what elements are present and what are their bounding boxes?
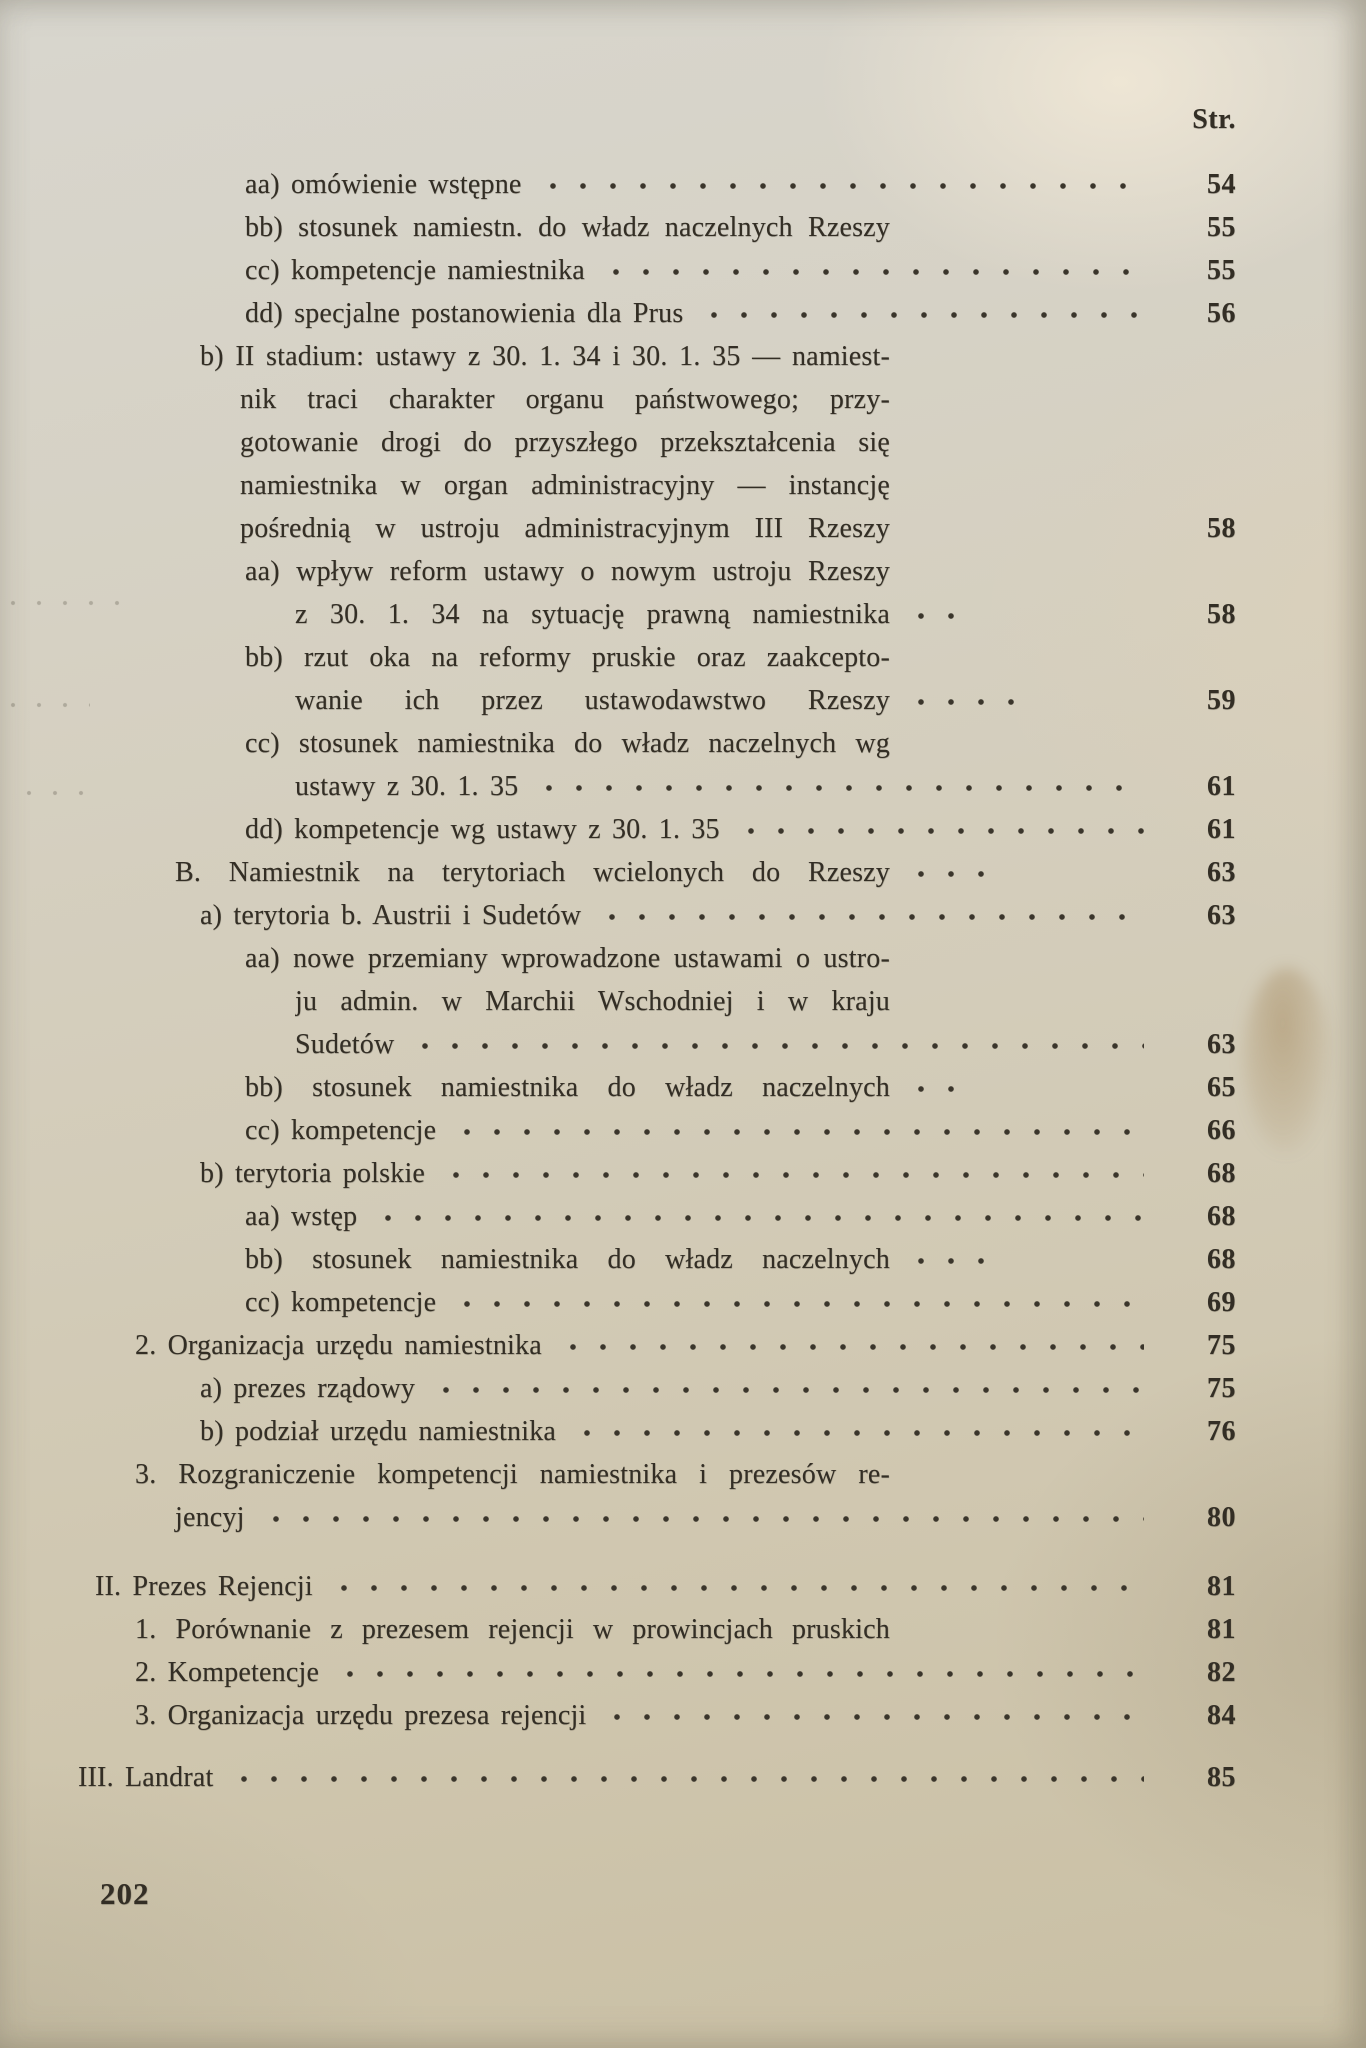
toc-entry-label: cc) bbox=[245, 1114, 280, 1146]
toc-entry-title: kompetencje wg ustawy z 30. 1. 35 bbox=[294, 813, 720, 845]
dot-leader bbox=[530, 765, 1144, 808]
toc-entry-title: stosunek namiestnika do władz naczelnych wg bbox=[298, 728, 890, 759]
toc-entry-text bbox=[175, 1502, 245, 1534]
toc-row bbox=[200, 1152, 1236, 1195]
toc-entry-label: aa) bbox=[245, 556, 280, 587]
toc-row bbox=[245, 1195, 1236, 1238]
toc-entry-text bbox=[245, 722, 890, 765]
toc-page-number: 61 bbox=[1207, 770, 1236, 802]
dot-leader bbox=[902, 1238, 992, 1281]
toc-entry-title: II stadium: ustawy z 30. 1. 34 i 30. 1. 35 — namiest- bbox=[235, 341, 890, 372]
toc-page-number: 54 bbox=[1207, 168, 1236, 200]
toc-entry-label: aa) bbox=[245, 168, 280, 200]
dot-leader bbox=[534, 163, 1144, 206]
toc-row bbox=[135, 1453, 1236, 1496]
toc-rows bbox=[0, 163, 1236, 1799]
toc-page-number: 63 bbox=[1207, 1028, 1236, 1060]
section-gap bbox=[0, 1737, 1236, 1756]
toc-row bbox=[135, 1651, 1236, 1694]
toc-page-number: 63 bbox=[1207, 899, 1236, 931]
toc-page-number: 68 bbox=[1207, 1200, 1236, 1232]
toc-entry-label: bb) bbox=[245, 1244, 283, 1275]
toc-row bbox=[175, 1496, 1236, 1539]
toc-row bbox=[240, 378, 1236, 421]
toc-page-number: 58 bbox=[1207, 512, 1236, 544]
toc-entry-title: Namiestnik na terytoriach wcielonych do Rzeszy bbox=[228, 857, 890, 888]
toc-entry-title: jencyj bbox=[175, 1501, 245, 1533]
toc-entry-title: kompetencje bbox=[290, 1286, 437, 1318]
toc-entry-text bbox=[240, 378, 890, 421]
toc-page-number: 85 bbox=[1207, 1761, 1236, 1793]
toc-entry-label: 3. bbox=[135, 1699, 157, 1731]
dot-leader bbox=[598, 1694, 1144, 1737]
toc-entry-text bbox=[245, 169, 522, 201]
toc-row bbox=[245, 636, 1236, 679]
toc-page-number: 75 bbox=[1207, 1329, 1236, 1361]
toc-entry-text bbox=[200, 335, 890, 378]
toc-entry-title: wanie ich przez ustawodawstwo Rzeszy bbox=[295, 685, 890, 716]
toc-entry-label: bb) bbox=[245, 212, 283, 243]
toc-row bbox=[245, 1109, 1236, 1152]
toc-entry-title: kompetencje namiestnika bbox=[290, 254, 585, 286]
toc-entry-text bbox=[200, 1373, 415, 1405]
toc-entry-text bbox=[245, 298, 683, 330]
toc-entry-label: B. bbox=[175, 857, 202, 888]
toc-entry-text bbox=[245, 255, 585, 287]
toc-entry-label: b) bbox=[200, 1415, 224, 1447]
toc-entry-label: bb) bbox=[245, 642, 283, 673]
dot-leader bbox=[902, 593, 962, 636]
toc-entry-title: pośrednią w ustroju administracyjnym III Rzeszy bbox=[240, 513, 890, 544]
toc-entry-title: Sudetów bbox=[295, 1028, 395, 1060]
toc-entry-title: wstęp bbox=[290, 1200, 358, 1232]
toc-entry-label: 3. bbox=[135, 1459, 157, 1490]
toc-page-number: 55 bbox=[1207, 254, 1236, 286]
toc-page-number: 81 bbox=[1207, 1570, 1236, 1602]
toc-entry-label: b) bbox=[200, 341, 224, 372]
toc-entry-label: III. bbox=[78, 1761, 114, 1793]
toc-entry-label: cc) bbox=[245, 254, 280, 286]
toc-entry-text bbox=[240, 507, 890, 550]
toc-entry-text bbox=[295, 980, 890, 1023]
toc-row bbox=[200, 894, 1236, 937]
dot-leader bbox=[225, 1756, 1144, 1799]
toc-row bbox=[135, 1324, 1236, 1367]
toc-row bbox=[295, 593, 1236, 636]
toc-entry-text bbox=[175, 851, 890, 894]
toc-page-number: 63 bbox=[1207, 856, 1236, 888]
toc-row bbox=[245, 937, 1236, 980]
toc-entry-text bbox=[135, 1608, 890, 1651]
toc-page-number: 58 bbox=[1207, 598, 1236, 630]
toc-row bbox=[200, 1367, 1236, 1410]
toc-row bbox=[295, 1023, 1236, 1066]
toc-entry-label: cc) bbox=[245, 728, 280, 759]
dot-leader bbox=[593, 894, 1144, 937]
page-column-header: Str. bbox=[1192, 103, 1236, 135]
toc-entry-title: omówienie wstępne bbox=[290, 168, 522, 200]
toc-row bbox=[245, 206, 1236, 249]
toc-row bbox=[135, 1608, 1236, 1651]
toc-row bbox=[245, 550, 1236, 593]
dot-leader bbox=[406, 1023, 1144, 1066]
toc-entry-label: aa) bbox=[245, 943, 280, 974]
toc-page-number: 59 bbox=[1207, 684, 1236, 716]
toc-entry-title: nowe przemiany wprowadzone ustawami o ustro- bbox=[293, 943, 890, 974]
toc-entry-title: kompetencje bbox=[290, 1114, 437, 1146]
toc-entry-text bbox=[135, 1453, 890, 1496]
toc-entry-text bbox=[95, 1571, 313, 1603]
toc-entry-title: gotowanie drogi do przyszłego przekształcenia się bbox=[240, 427, 890, 458]
toc-entry-text bbox=[200, 900, 581, 932]
toc-page-number: 82 bbox=[1207, 1656, 1236, 1688]
toc-row bbox=[295, 980, 1236, 1023]
toc-row bbox=[200, 335, 1236, 378]
toc-page-number: 76 bbox=[1207, 1415, 1236, 1447]
toc-entry-title: terytoria polskie bbox=[234, 1157, 426, 1189]
toc-page-number: 56 bbox=[1207, 297, 1236, 329]
toc-entry-label: bb) bbox=[245, 1072, 283, 1103]
dot-leader bbox=[257, 1496, 1144, 1539]
dot-leader bbox=[902, 1066, 962, 1109]
toc-entry-title: terytoria b. Austrii i Sudetów bbox=[233, 899, 582, 931]
toc-row bbox=[245, 163, 1236, 206]
toc-row bbox=[135, 1694, 1236, 1737]
toc-entry-title: z 30. 1. 34 na sytuację prawną namiestnika bbox=[295, 599, 890, 630]
toc-entry-label: II. bbox=[95, 1570, 122, 1602]
dot-leader bbox=[597, 249, 1144, 292]
toc-page-number: 55 bbox=[1207, 211, 1236, 243]
dot-leader bbox=[331, 1651, 1144, 1694]
toc-row bbox=[245, 292, 1236, 335]
toc-page-number: 61 bbox=[1207, 813, 1236, 845]
toc-entry-title: Landrat bbox=[124, 1761, 214, 1793]
toc-row bbox=[245, 1066, 1236, 1109]
column-header-row bbox=[0, 98, 1236, 141]
toc-content bbox=[0, 98, 1366, 1799]
toc-entry-title: Organizacja urzędu namiestnika bbox=[167, 1329, 542, 1361]
toc-entry-title: Porównanie z prezesem rejencji w prowincjach pruskich bbox=[175, 1614, 890, 1645]
toc-entry-title: specjalne postanowienia dla Prus bbox=[294, 297, 684, 329]
toc-row bbox=[295, 679, 1236, 722]
toc-row bbox=[295, 765, 1236, 808]
toc-entry-text bbox=[135, 1330, 542, 1362]
toc-entry-text bbox=[245, 1115, 436, 1147]
toc-entry-title: prezes rządowy bbox=[233, 1372, 416, 1404]
toc-row bbox=[200, 1410, 1236, 1453]
toc-entry-title: stosunek namiestnika do władz naczelnych bbox=[312, 1244, 890, 1275]
toc-page-number: 66 bbox=[1207, 1114, 1236, 1146]
toc-entry-title: wpływ reform ustawy o nowym ustroju Rzeszy bbox=[296, 556, 890, 587]
toc-entry-title: podział urzędu namiestnika bbox=[234, 1415, 557, 1447]
toc-entry-label: cc) bbox=[245, 1286, 280, 1318]
toc-entry-title: Rozgraniczenie kompetencji namiestnika i prezesów re- bbox=[178, 1459, 890, 1490]
toc-entry-label: dd) bbox=[245, 297, 283, 329]
dot-leader bbox=[554, 1324, 1144, 1367]
toc-row bbox=[175, 851, 1236, 894]
toc-row bbox=[240, 507, 1236, 550]
toc-entry-title: Kompetencje bbox=[167, 1656, 320, 1688]
dot-leader bbox=[448, 1109, 1144, 1152]
dot-leader bbox=[568, 1410, 1144, 1453]
toc-entry-text bbox=[240, 464, 890, 507]
toc-entry-text bbox=[240, 421, 890, 464]
toc-entry-text bbox=[245, 206, 890, 249]
dot-leader bbox=[732, 808, 1144, 851]
toc-row bbox=[245, 1281, 1236, 1324]
toc-entry-label: 2. bbox=[135, 1656, 157, 1688]
toc-entry-title: nik traci charakter organu państwowego; przy- bbox=[240, 384, 890, 415]
toc-entry-title: namiestnika w organ administracyjny — instancję bbox=[240, 470, 890, 501]
toc-page-number: 81 bbox=[1207, 1613, 1236, 1645]
toc-row bbox=[245, 249, 1236, 292]
toc-row bbox=[240, 464, 1236, 507]
dot-leader bbox=[369, 1195, 1144, 1238]
toc-row bbox=[240, 421, 1236, 464]
toc-entry-text bbox=[200, 1416, 556, 1448]
toc-entry-text bbox=[295, 593, 890, 636]
toc-entry-text bbox=[245, 636, 890, 679]
toc-entry-text bbox=[135, 1657, 319, 1689]
toc-entry-text bbox=[135, 1700, 586, 1732]
toc-entry-title: Organizacja urzędu prezesa rejencji bbox=[167, 1699, 587, 1731]
toc-entry-text bbox=[245, 1201, 357, 1233]
dot-leader bbox=[427, 1367, 1144, 1410]
toc-entry-title: Prezes Rejencji bbox=[132, 1570, 313, 1602]
toc-entry-label: a) bbox=[200, 1372, 223, 1404]
dot-leader bbox=[448, 1281, 1144, 1324]
dot-leader bbox=[325, 1565, 1144, 1608]
toc-entry-text bbox=[295, 771, 518, 803]
dot-leader bbox=[695, 292, 1144, 335]
toc-page-number: 75 bbox=[1207, 1372, 1236, 1404]
dot-leader bbox=[437, 1152, 1144, 1195]
toc-row bbox=[245, 1238, 1236, 1281]
toc-page-number: 69 bbox=[1207, 1286, 1236, 1318]
toc-row bbox=[245, 722, 1236, 765]
toc-entry-text bbox=[245, 550, 890, 593]
toc-page-number: 84 bbox=[1207, 1699, 1236, 1731]
toc-entry-text bbox=[245, 814, 720, 846]
toc-entry-label: 1. bbox=[135, 1614, 157, 1645]
toc-entry-text bbox=[295, 679, 890, 722]
dot-leader bbox=[902, 679, 1022, 722]
toc-entry-title: ustawy z 30. 1. 35 bbox=[295, 770, 519, 802]
toc-entry-label: 2. bbox=[135, 1329, 157, 1361]
toc-entry-text bbox=[245, 1287, 436, 1319]
toc-row bbox=[245, 808, 1236, 851]
toc-row bbox=[78, 1756, 1236, 1799]
toc-entry-text bbox=[295, 1029, 394, 1061]
toc-page-number: 65 bbox=[1207, 1071, 1236, 1103]
toc-entry-label: aa) bbox=[245, 1200, 280, 1232]
toc-entry-label: a) bbox=[200, 899, 223, 931]
toc-entry-text bbox=[78, 1762, 213, 1794]
toc-entry-text bbox=[245, 1066, 890, 1109]
dot-leader bbox=[902, 851, 992, 894]
page-number-footer: 202 bbox=[100, 1876, 150, 1911]
toc-entry-text bbox=[245, 1238, 890, 1281]
toc-entry-title: stosunek namiestnika do władz naczelnych bbox=[312, 1072, 890, 1103]
toc-row bbox=[95, 1565, 1236, 1608]
toc-entry-text bbox=[245, 937, 890, 980]
section-gap bbox=[0, 1539, 1236, 1565]
toc-entry-title: ju admin. w Marchii Wschodniej i w kraju bbox=[295, 986, 890, 1017]
toc-entry-label: b) bbox=[200, 1157, 224, 1189]
toc-entry-text bbox=[200, 1158, 425, 1190]
toc-page-number: 80 bbox=[1207, 1501, 1236, 1533]
toc-entry-title: rzut oka na reformy pruskie oraz zaakcepto- bbox=[303, 642, 890, 673]
toc-entry-title: stosunek namiestn. do władz naczelnych Rzeszy bbox=[298, 212, 890, 243]
toc-page-number: 68 bbox=[1207, 1243, 1236, 1275]
toc-entry-label: dd) bbox=[245, 813, 283, 845]
toc-page-number: 68 bbox=[1207, 1157, 1236, 1189]
